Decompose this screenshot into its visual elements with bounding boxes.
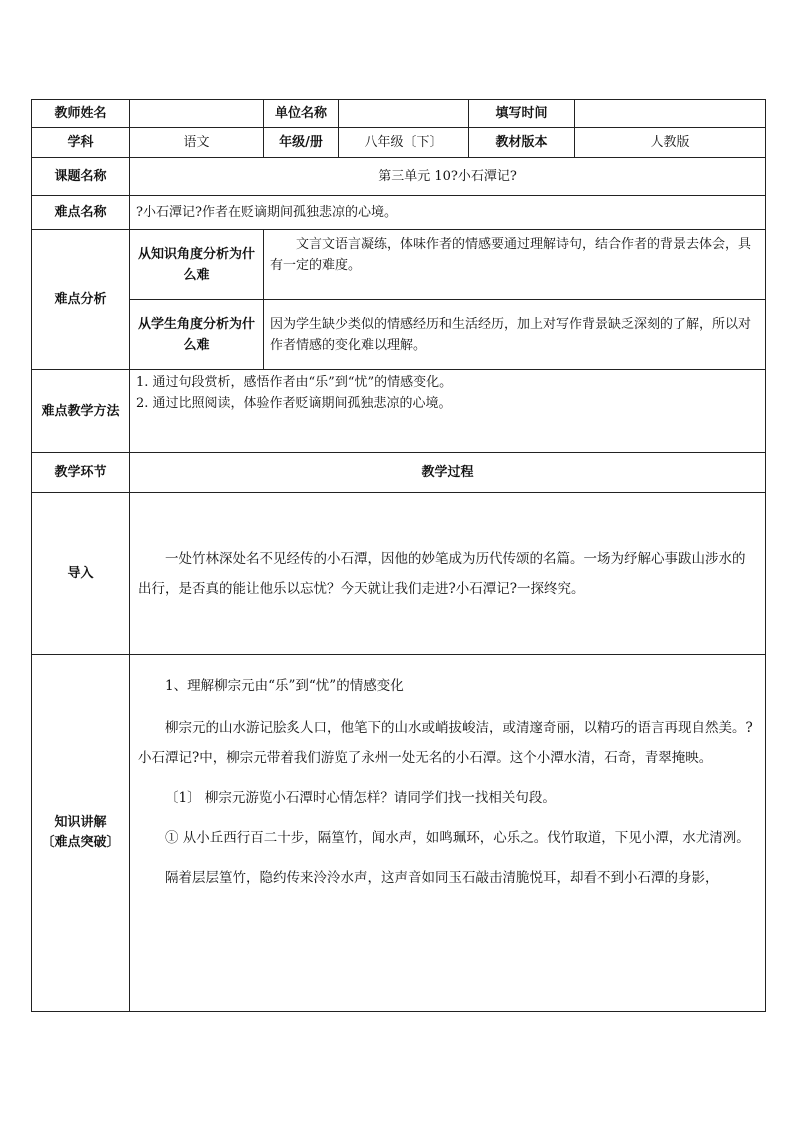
fill-time-value [575, 100, 766, 128]
teacher-name-value [130, 100, 264, 128]
lecture-row [32, 655, 766, 1012]
intro-label: 导入 [32, 493, 130, 655]
lecture-cell [130, 655, 766, 1012]
subject-value: 语文 [130, 128, 264, 158]
teacher-name-label: 教师姓名 [32, 100, 130, 128]
student-angle-text-cell [264, 300, 766, 370]
edition-label: 教材版本 [469, 128, 575, 158]
process-header-row [32, 453, 766, 493]
unit-name-value [339, 100, 469, 128]
edition-value: 人教版 [575, 128, 766, 158]
process-header: 教学过程 [130, 453, 766, 493]
grade-label: 年级/册 [264, 128, 339, 158]
lesson-plan-table [31, 99, 766, 1012]
topic-value: 第三单元 10?小石潭记? [130, 158, 766, 196]
lecture-paragraph: 〔1〕 柳宗元游览小石潭时心情怎样？请同学们找一找相关句段。 [165, 790, 556, 806]
knowledge-angle-label: 从知识角度分析为什么难 [130, 230, 264, 300]
header-row-2 [32, 128, 766, 158]
fill-time-label: 填写时间 [469, 100, 575, 128]
difficulty-value: ?小石潭记?作者在贬谪期间孤独悲凉的心境。 [130, 196, 766, 230]
analysis-row-student [32, 300, 766, 370]
analysis-row-knowledge [32, 230, 766, 300]
method-item-1: 1. 通过句段赏析，感悟作者由“乐”到“忧”的情感变化。 [136, 375, 453, 390]
knowledge-angle-text: 文言文语言凝练，体味作者的情感要通过理解诗句，结合作者的背景去体会，具有一定的难度。 [270, 237, 752, 273]
methods-label: 难点教学方法 [32, 370, 130, 453]
method-item-2: 2. 通过比照阅读，体验作者贬谪期间孤独悲凉的心境。 [136, 396, 452, 411]
grade-value: 八年级〔下〕 [339, 128, 469, 158]
lecture-paragraph: 柳宗元的山水游记脍炙人口，他笔下的山水或峭拔峻洁，或清邃奇丽，以精巧的语言再现自然美。?小石潭记?中，柳宗元带着我们游览了永州一处无名的小石潭。这个小潭水清，石奇，青翠掩映。 [138, 720, 753, 766]
lecture-paragraph: 1、理解柳宗元由“乐”到“忧”的情感变化 [165, 678, 404, 694]
intro-cell [130, 493, 766, 655]
intro-row [32, 493, 766, 655]
lecture-label-cell [32, 655, 130, 1012]
lecture-label-line1: 知识讲解 [54, 815, 107, 830]
analysis-label: 难点分析 [32, 230, 130, 370]
methods-cell [130, 370, 766, 453]
subject-label: 学科 [32, 128, 130, 158]
student-angle-label: 从学生角度分析为什么难 [130, 300, 264, 370]
header-row-1 [32, 100, 766, 128]
difficulty-label: 难点名称 [32, 196, 130, 230]
lecture-paragraph: ① 从小丘西行百二十步，隔篁竹，闻水声，如鸣珮环，心乐之。伐竹取道，下见小潭，水尤清冽。 [165, 830, 750, 846]
unit-name-label: 单位名称 [264, 100, 339, 128]
stage-header: 教学环节 [32, 453, 130, 493]
knowledge-angle-text-cell [264, 230, 766, 300]
lecture-label-line2: 〔难点突破〕 [41, 835, 120, 850]
intro-text: 一处竹林深处名不见经传的小石潭，因他的妙笔成为历代传颂的名篇。一场为纾解心事跋山涉水的出行，是否真的能让他乐以忘忧？今天就让我们走进?小石潭记?一探终究。 [138, 550, 746, 597]
difficulty-row [32, 196, 766, 230]
student-angle-text: 因为学生缺少类似的情感经历和生活经历，加上对写作背景缺乏深刻的了解，所以对作者情感的变化难以理解。 [270, 316, 752, 353]
lecture-paragraph: 隔着层层篁竹，隐约传来泠泠水声，这声音如同玉石敲击清脆悦耳，却看不到小石潭的身影， [165, 870, 719, 886]
methods-row [32, 370, 766, 453]
topic-row [32, 158, 766, 196]
topic-label: 课题名称 [32, 158, 130, 196]
lecture-content [138, 669, 757, 1011]
